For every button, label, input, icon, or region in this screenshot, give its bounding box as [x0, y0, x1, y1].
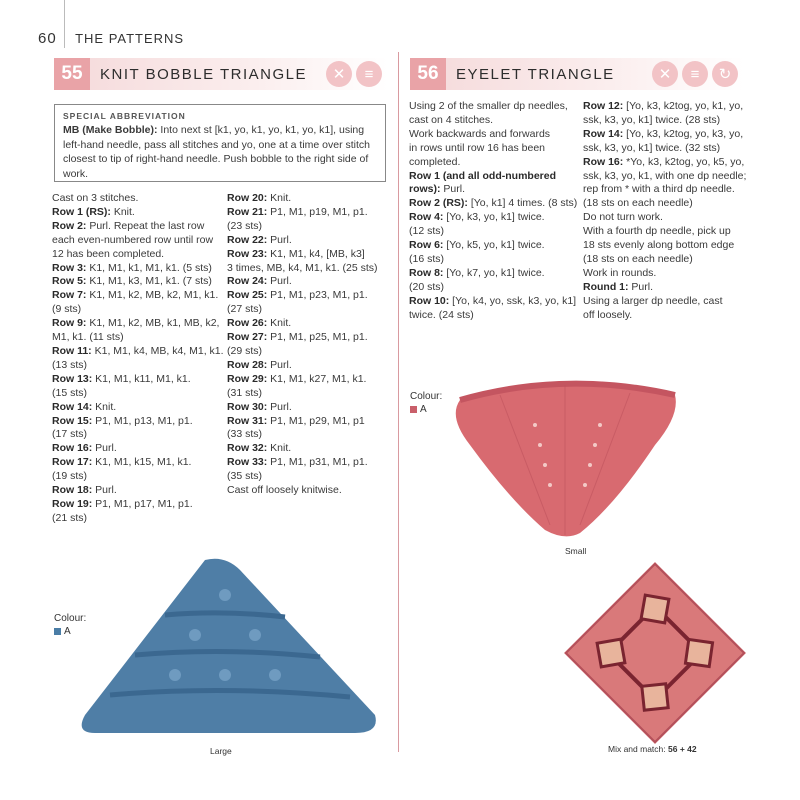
- row-text: [Yo, k4, yo, ssk, k3, yo, k1]: [449, 294, 577, 307]
- needles-icon: ✕: [326, 61, 352, 87]
- instruction-line: [583, 239, 763, 253]
- row-label: Row 21:: [227, 205, 268, 218]
- row-text: P1, M1, p25, M1, p1.: [267, 331, 368, 344]
- instruction-line: [227, 206, 397, 220]
- row-label: Row 20:: [227, 192, 268, 204]
- row-text: each even-numbered row until row: [52, 233, 214, 246]
- row-label: Row 16:: [583, 155, 624, 168]
- row-label: Row 2:: [52, 219, 87, 232]
- instruction-line: [227, 275, 397, 289]
- instruction-line: [52, 401, 227, 415]
- row-text: K1, M1, k4, [MB, k3]: [267, 247, 365, 260]
- row-text: Work in rounds.: [583, 266, 657, 279]
- instruction-line: [52, 317, 227, 331]
- row-label: Row 7:: [52, 289, 87, 302]
- special-text: Into next st [k1, yo, k1, yo, k1, yo, k1], using left-hand needle, pass all stitches and yo, one at a time over stitch closest to tip of right-hand needle. Push bobble to the right side of work.: [63, 123, 371, 180]
- row-text: (18 sts on each needle): [583, 252, 693, 265]
- instruction-line: [583, 142, 763, 156]
- row-label: Row 11:: [52, 344, 92, 357]
- row-label: Row 17:: [52, 456, 93, 469]
- instruction-line: [227, 331, 397, 345]
- instruction-line: [583, 197, 763, 211]
- row-text: 18 sts evenly along bottom edge: [583, 239, 735, 252]
- instruction-line: [409, 211, 581, 225]
- instruction-line: [52, 415, 227, 429]
- row-text: (19 sts): [52, 470, 88, 483]
- row-text: Purl.: [267, 358, 292, 371]
- row-text: twice. (24 sts): [409, 308, 474, 321]
- row-label: Row 12:: [583, 100, 624, 112]
- row-label: Row 31:: [227, 414, 268, 427]
- instruction-line: [227, 303, 397, 317]
- pattern-55-column-1: [52, 192, 227, 526]
- row-text: K1, M1, k2, MB, k1, MB, k2,: [86, 317, 220, 330]
- instruction-line: [227, 484, 397, 498]
- row-label: Row 32:: [227, 442, 268, 455]
- row-text: (27 sts): [227, 303, 263, 316]
- row-label: Row 4:: [409, 211, 444, 224]
- row-label: Row 14:: [583, 127, 624, 140]
- row-text: Cast on 3 stitches.: [52, 192, 139, 204]
- colour-code: A: [64, 626, 71, 637]
- row-text: Knit.: [92, 400, 117, 413]
- header-divider: [64, 0, 65, 48]
- instruction-line: [227, 345, 397, 359]
- row-text: ssk, k3, yo, k1, with one dp needle;: [583, 169, 747, 182]
- row-text: [Yo, k3, k2tog, yo, k1, yo,: [623, 100, 744, 112]
- row-text: completed.: [409, 155, 461, 168]
- column-divider: [398, 52, 399, 752]
- instruction-line: [227, 373, 397, 387]
- instruction-line: [583, 281, 763, 295]
- instruction-line: [227, 387, 397, 401]
- row-text: (18 sts on each needle): [583, 197, 693, 210]
- instruction-line: [583, 309, 763, 323]
- row-text: P1, M1, p29, M1, p1: [267, 414, 365, 427]
- instruction-line: [583, 183, 763, 197]
- instruction-line: [52, 331, 227, 345]
- instruction-line: [409, 253, 581, 267]
- mix-and-match-photo: [562, 560, 748, 746]
- instruction-line: [409, 128, 581, 142]
- section-name: THE PATTERNS: [75, 31, 185, 46]
- row-label: Row 19:: [52, 497, 93, 510]
- instruction-line: [227, 359, 397, 373]
- instruction-line: [52, 289, 227, 303]
- row-text: K1, M1, k4, MB, k4, M1, k1.: [91, 344, 224, 357]
- colour-label: Colour:: [410, 391, 443, 402]
- caption-large: Large: [210, 746, 232, 756]
- instruction-line: [52, 234, 227, 248]
- instruction-line: [409, 156, 581, 170]
- instruction-line: [409, 114, 581, 128]
- row-label: Row 22:: [227, 233, 268, 246]
- row-text: Knit.: [267, 317, 292, 330]
- instruction-line: [583, 170, 763, 184]
- instruction-line: [52, 387, 227, 401]
- row-text: (23 sts): [227, 219, 263, 232]
- row-text: *Yo, k3, k2tog, yo, k5, yo,: [623, 155, 745, 168]
- pattern-55-column-2: [227, 192, 397, 498]
- row-label: Row 23:: [227, 247, 268, 260]
- row-text: [Yo, k7, yo, k1] twice.: [443, 266, 545, 279]
- row-label: Row 28:: [227, 358, 268, 371]
- pattern-56-column-1: [409, 100, 581, 323]
- row-text: K1, M1, k1, M1, k1. (5 sts): [86, 261, 212, 274]
- row-text: P1, M1, p23, M1, p1.: [267, 289, 368, 302]
- instruction-line: [52, 359, 227, 373]
- special-abbreviation-box: [54, 104, 386, 182]
- row-text: (15 sts): [52, 386, 88, 399]
- row-text: (35 sts): [227, 470, 263, 483]
- instruction-line: [583, 253, 763, 267]
- instruction-line: [52, 498, 227, 512]
- instruction-line: [583, 128, 763, 142]
- instruction-line: [409, 295, 581, 309]
- colour-code: A: [420, 404, 427, 415]
- row-text: With a fourth dp needle, pick up: [583, 225, 731, 238]
- instruction-line: [227, 470, 397, 484]
- row-text: P1, M1, p19, M1, p1.: [267, 205, 368, 218]
- row-text: Using 2 of the smaller dp needles,: [409, 100, 568, 112]
- row-text: Purl.: [628, 280, 654, 293]
- row-text: K1, M1, k27, M1, k1.: [267, 372, 367, 385]
- row-label: Row 2 (RS):: [409, 197, 468, 210]
- instruction-line: [409, 309, 581, 323]
- row-text: ssk, k3, yo, k1] twice. (32 sts): [583, 141, 721, 154]
- row-label: Row 25:: [227, 289, 268, 302]
- row-label: rows):: [409, 183, 441, 196]
- instruction-line: [583, 267, 763, 281]
- instruction-line: [227, 456, 397, 470]
- row-text: Cast off loosely knitwise.: [227, 484, 342, 497]
- row-text: (20 sts): [409, 280, 445, 293]
- yarn-icon: ≡: [682, 61, 708, 87]
- row-text: rep from * with a third dp needle.: [583, 183, 735, 196]
- row-text: ssk, k3, yo, k1] twice. (28 sts): [583, 113, 721, 126]
- row-text: M1, k1. (11 sts): [52, 331, 124, 344]
- row-text: 12 has been completed.: [52, 247, 165, 260]
- yarn-icon: ≡: [356, 61, 382, 87]
- mix-and-match-caption: [608, 744, 697, 754]
- colour-swatch: [410, 406, 417, 413]
- row-text: (21 sts): [52, 511, 88, 524]
- instruction-line: [409, 267, 581, 281]
- row-label: Row 14:: [52, 400, 93, 413]
- row-text: K1, M1, k2, MB, k2, M1, k1.: [86, 289, 219, 302]
- instruction-line: [583, 114, 763, 128]
- colour-key-56: [410, 390, 442, 416]
- row-label: Row 13:: [52, 372, 93, 385]
- pattern-number: 55: [54, 58, 90, 90]
- row-text: Knit.: [267, 192, 292, 204]
- row-text: P1, M1, p31, M1, p1.: [267, 456, 368, 469]
- instruction-line: [227, 442, 397, 456]
- pattern-56-column-2: [583, 100, 763, 323]
- instruction-line: [227, 192, 397, 206]
- row-label: Row 15:: [52, 414, 93, 427]
- needles-icon: ✕: [652, 61, 678, 87]
- row-label: Row 10:: [409, 294, 450, 307]
- instruction-line: [227, 428, 397, 442]
- caption-small: Small: [565, 546, 587, 556]
- pattern-55-titlebar: [54, 58, 388, 90]
- row-text: Purl.: [267, 275, 292, 288]
- instruction-line: [227, 248, 397, 262]
- row-text: (17 sts): [52, 428, 88, 441]
- instruction-line: [52, 442, 227, 456]
- pattern-number: 56: [410, 58, 446, 90]
- instruction-line: [52, 248, 227, 262]
- instruction-line: [52, 303, 227, 317]
- instruction-line: [409, 100, 581, 114]
- pattern-title: KNIT BOBBLE TRIANGLE: [100, 65, 308, 83]
- instruction-line: [52, 206, 227, 220]
- row-text: (12 sts): [409, 225, 445, 238]
- instruction-line: [52, 373, 227, 387]
- row-label: Row 27:: [227, 331, 268, 344]
- row-label: Row 33:: [227, 456, 268, 469]
- row-text: Purl.: [92, 442, 117, 455]
- row-text: Purl.: [92, 484, 117, 497]
- row-label: Row 6:: [409, 239, 444, 252]
- row-text: (13 sts): [52, 358, 88, 371]
- row-text: Purl.: [440, 183, 466, 196]
- row-label: Row 24:: [227, 275, 268, 288]
- instruction-line: [227, 415, 397, 429]
- instruction-line: [227, 289, 397, 303]
- row-label: Row 18:: [52, 484, 93, 497]
- row-label: Row 30:: [227, 400, 268, 413]
- round-construction-icon: ↻: [712, 61, 738, 87]
- instruction-line: [52, 220, 227, 234]
- row-text: Purl.: [267, 233, 292, 246]
- instruction-line: [52, 470, 227, 484]
- instruction-line: [409, 170, 581, 184]
- colour-swatch: [54, 628, 61, 635]
- instruction-line: [409, 142, 581, 156]
- row-label: Row 1 (and all odd-numbered: [409, 169, 557, 182]
- row-text: Work backwards and forwards: [409, 127, 551, 140]
- row-text: (33 sts): [227, 428, 263, 441]
- row-text: (16 sts): [409, 252, 445, 265]
- mix-label: Mix and match:: [608, 744, 668, 754]
- row-text: cast on 4 stitches.: [409, 113, 494, 126]
- row-label: Row 16:: [52, 442, 93, 455]
- instruction-line: [583, 225, 763, 239]
- instruction-line: [227, 317, 397, 331]
- instruction-line: [52, 275, 227, 289]
- instruction-line: [583, 156, 763, 170]
- instruction-line: [409, 239, 581, 253]
- row-label: Row 8:: [409, 266, 444, 279]
- bobble-triangle-photo: [75, 555, 385, 740]
- row-text: K1, M1, k15, M1, k1.: [92, 456, 192, 469]
- row-label: Row 26:: [227, 317, 268, 330]
- instruction-line: [52, 484, 227, 498]
- instruction-line: [52, 192, 227, 206]
- pattern-56-titlebar: [410, 58, 744, 90]
- instruction-line: [227, 401, 397, 415]
- row-text: [Yo, k3, yo, k1] twice.: [443, 211, 545, 224]
- instruction-line: [227, 220, 397, 234]
- instruction-line: [409, 281, 581, 295]
- row-text: P1, M1, p13, M1, p1.: [92, 414, 193, 427]
- row-text: [Yo, k3, k2tog, yo, k3, yo,: [623, 127, 744, 140]
- row-text: Using a larger dp needle, cast: [583, 294, 723, 307]
- special-heading: SPECIAL ABBREVIATION: [63, 111, 186, 121]
- row-text: 3 times, MB, k4, M1, k1. (25 sts): [227, 261, 378, 274]
- row-text: K1, M1, k11, M1, k1.: [92, 372, 191, 385]
- instruction-line: [52, 512, 227, 526]
- instruction-line: [409, 197, 581, 211]
- row-label: Row 29:: [227, 372, 268, 385]
- row-label: Row 9:: [52, 317, 87, 330]
- instruction-line: [409, 225, 581, 239]
- running-head: [38, 30, 184, 47]
- row-text: [Yo, k1] 4 times. (8 sts): [467, 197, 578, 210]
- row-text: Knit.: [110, 205, 135, 218]
- row-text: in rows until row 16 has been: [409, 141, 545, 154]
- instruction-line: [409, 183, 581, 197]
- row-label: Round 1:: [583, 280, 629, 293]
- row-text: off loosely.: [583, 308, 633, 321]
- page-number: 60: [38, 30, 57, 47]
- instruction-line: [227, 234, 397, 248]
- instruction-line: [583, 211, 763, 225]
- instruction-line: [227, 262, 397, 276]
- row-text: Do not turn work.: [583, 211, 663, 224]
- instruction-line: [583, 100, 763, 114]
- instruction-line: [52, 428, 227, 442]
- eyelet-triangle-photo: [440, 375, 690, 545]
- row-label: Row 1 (RS):: [52, 205, 111, 218]
- special-term: MB (Make Bobble):: [63, 123, 158, 136]
- row-text: K1, M1, k3, M1, k1. (7 sts): [86, 275, 212, 288]
- colour-label: Colour:: [54, 613, 87, 624]
- row-text: (9 sts): [52, 303, 82, 316]
- row-text: [Yo, k5, yo, k1] twice.: [443, 239, 545, 252]
- row-text: (29 sts): [227, 344, 263, 357]
- instruction-line: [52, 456, 227, 470]
- instruction-line: [583, 295, 763, 309]
- instruction-line: [52, 262, 227, 276]
- pattern-title: EYELET TRIANGLE: [456, 65, 615, 83]
- instruction-line: [52, 345, 227, 359]
- row-text: P1, M1, p17, M1, p1.: [92, 497, 193, 510]
- mix-value: 56 + 42: [668, 744, 697, 754]
- row-text: (31 sts): [227, 386, 263, 399]
- row-text: Purl.: [267, 400, 292, 413]
- row-text: Purl. Repeat the last row: [86, 219, 205, 232]
- row-text: Knit.: [267, 442, 292, 455]
- row-label: Row 3:: [52, 261, 87, 274]
- row-label: Row 5:: [52, 275, 87, 288]
